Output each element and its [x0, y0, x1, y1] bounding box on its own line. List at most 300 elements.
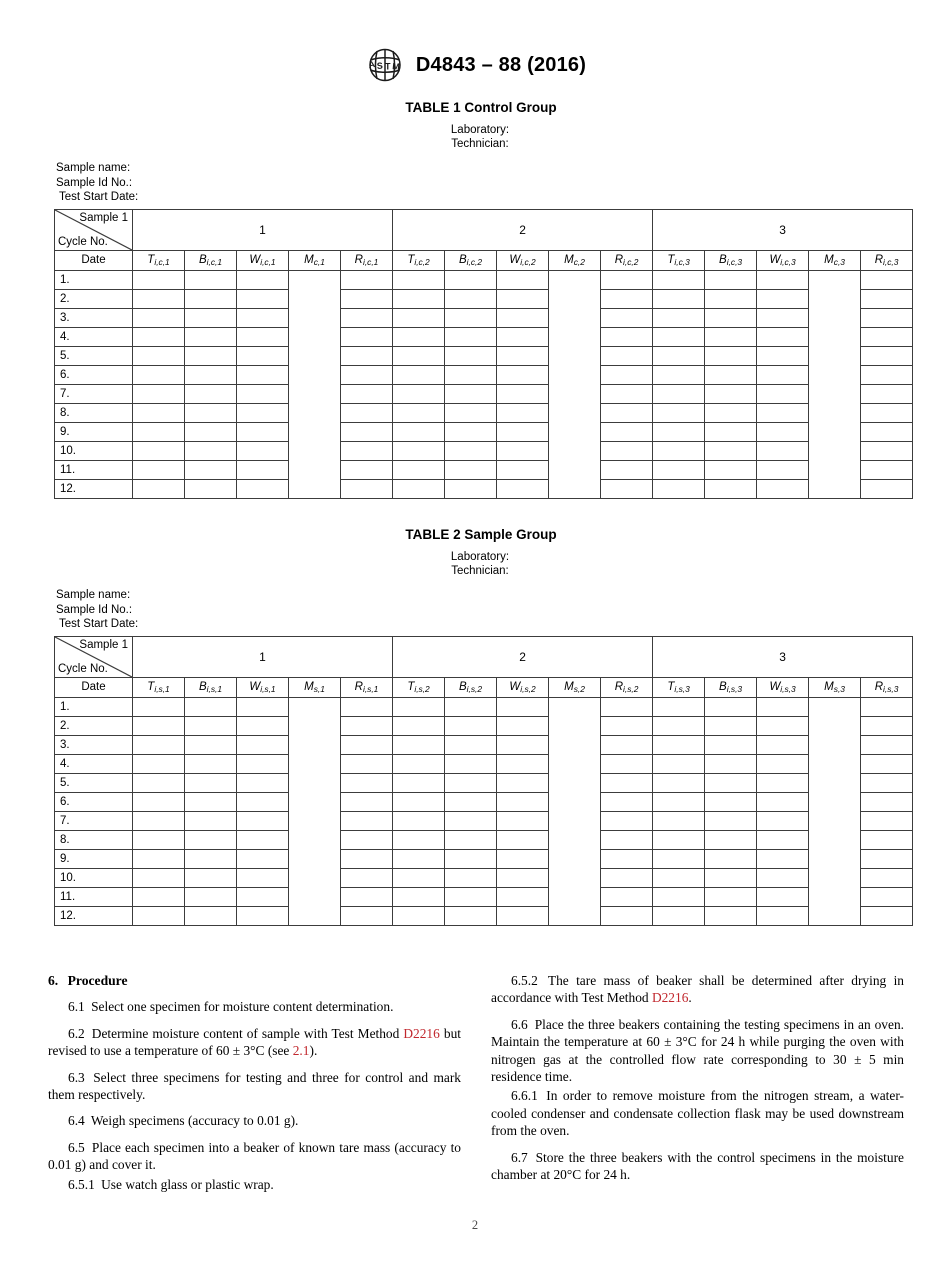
table-cell[interactable] [653, 773, 705, 792]
table-cell[interactable] [133, 346, 185, 365]
table-cell[interactable] [341, 716, 393, 735]
table-cell[interactable] [757, 479, 809, 498]
table-cell[interactable] [133, 716, 185, 735]
table-cell[interactable] [185, 403, 237, 422]
table-cell[interactable] [393, 716, 445, 735]
table-cell[interactable] [393, 773, 445, 792]
table-cell[interactable] [445, 270, 497, 289]
table-2-merged-mass-cell[interactable] [289, 697, 341, 925]
table-1-merged-mass-cell[interactable] [809, 270, 861, 498]
table-cell[interactable] [757, 460, 809, 479]
table-cell[interactable] [185, 735, 237, 754]
table-cell[interactable] [237, 441, 289, 460]
table-cell[interactable] [497, 270, 549, 289]
table-cell[interactable] [601, 460, 653, 479]
table-cell[interactable] [393, 849, 445, 868]
table-cell[interactable] [757, 906, 809, 925]
table-cell[interactable] [757, 403, 809, 422]
table-cell[interactable] [497, 811, 549, 830]
table-cell[interactable] [653, 811, 705, 830]
table-cell[interactable] [341, 270, 393, 289]
table-cell[interactable] [861, 327, 913, 346]
table-cell[interactable] [133, 384, 185, 403]
table-cell[interactable] [445, 403, 497, 422]
table-cell[interactable] [445, 327, 497, 346]
table-cell[interactable] [341, 887, 393, 906]
table-cell[interactable] [393, 365, 445, 384]
table-cell[interactable] [601, 441, 653, 460]
table-cell[interactable] [393, 754, 445, 773]
table-cell[interactable] [445, 811, 497, 830]
table-cell[interactable] [445, 384, 497, 403]
table-2-merged-mass-cell[interactable] [549, 697, 601, 925]
table-cell[interactable] [705, 403, 757, 422]
table-cell[interactable] [497, 289, 549, 308]
table-cell[interactable] [185, 308, 237, 327]
table-cell[interactable] [705, 849, 757, 868]
table-row [55, 289, 913, 308]
table-cell[interactable] [133, 289, 185, 308]
table-cell[interactable] [601, 289, 653, 308]
table-cell[interactable] [601, 403, 653, 422]
table-cell[interactable] [757, 811, 809, 830]
table-cell[interactable] [133, 365, 185, 384]
table-cell[interactable] [237, 906, 289, 925]
table-cell[interactable] [705, 365, 757, 384]
table-cell[interactable] [445, 735, 497, 754]
table-cell[interactable] [185, 479, 237, 498]
table-cell[interactable] [185, 270, 237, 289]
table-cell[interactable] [757, 716, 809, 735]
table-cell[interactable] [653, 697, 705, 716]
table-cell[interactable] [601, 365, 653, 384]
table-cell[interactable] [861, 308, 913, 327]
table-cell[interactable] [705, 460, 757, 479]
table-cell[interactable] [393, 735, 445, 754]
table-cell[interactable] [497, 441, 549, 460]
table-cell[interactable] [133, 868, 185, 887]
table-cell[interactable] [341, 773, 393, 792]
table-cell[interactable] [237, 327, 289, 346]
table-cell[interactable] [445, 289, 497, 308]
table-cell[interactable] [653, 479, 705, 498]
table-cell[interactable] [393, 327, 445, 346]
table-cell[interactable] [133, 773, 185, 792]
table-cell[interactable] [861, 716, 913, 735]
table-cell[interactable] [705, 735, 757, 754]
table-cell[interactable] [497, 773, 549, 792]
table-cell[interactable] [393, 441, 445, 460]
table-cell[interactable] [445, 830, 497, 849]
table-cell[interactable] [757, 365, 809, 384]
table-cell[interactable] [653, 754, 705, 773]
table-1-merged-mass-cell[interactable] [549, 270, 601, 498]
table-cell[interactable] [497, 906, 549, 925]
table-cell[interactable] [601, 479, 653, 498]
table-cell[interactable] [861, 441, 913, 460]
table-cell[interactable] [601, 754, 653, 773]
table-cell[interactable] [705, 830, 757, 849]
table-cell[interactable] [601, 346, 653, 365]
table-cell[interactable] [133, 697, 185, 716]
table-cell[interactable] [601, 773, 653, 792]
table-cell[interactable] [497, 697, 549, 716]
table-cell[interactable] [133, 441, 185, 460]
table-cell[interactable] [861, 289, 913, 308]
table-cell[interactable] [705, 716, 757, 735]
table-cell[interactable] [393, 289, 445, 308]
table-cell[interactable] [393, 887, 445, 906]
table-cell[interactable] [861, 479, 913, 498]
table-cell[interactable] [653, 441, 705, 460]
table-cell[interactable] [653, 887, 705, 906]
table-cell[interactable] [497, 308, 549, 327]
table-cell[interactable] [185, 868, 237, 887]
table-cell[interactable] [705, 697, 757, 716]
cross-reference-link[interactable]: D2216 [651, 990, 689, 1006]
table-cell[interactable] [757, 887, 809, 906]
table-cell[interactable] [237, 422, 289, 441]
table-cell[interactable] [237, 479, 289, 498]
table-cell[interactable] [445, 716, 497, 735]
table-cell[interactable] [393, 403, 445, 422]
table-cell[interactable] [497, 384, 549, 403]
table-cell[interactable] [653, 735, 705, 754]
table-cell[interactable] [237, 830, 289, 849]
table-cell[interactable] [601, 697, 653, 716]
table-cell[interactable] [497, 849, 549, 868]
table-cell[interactable] [861, 384, 913, 403]
table-cell[interactable] [341, 422, 393, 441]
table-cell[interactable] [757, 868, 809, 887]
table-cell[interactable] [757, 422, 809, 441]
table-cell[interactable] [237, 716, 289, 735]
table-cell[interactable] [653, 270, 705, 289]
table-cell[interactable] [497, 422, 549, 441]
table-cell[interactable] [133, 403, 185, 422]
table-cell[interactable] [185, 887, 237, 906]
corner-cycle-label: Cycle No. [58, 662, 108, 675]
table-cell[interactable] [185, 422, 237, 441]
table-cell[interactable] [757, 289, 809, 308]
table-cell[interactable] [185, 754, 237, 773]
table-cell[interactable] [185, 697, 237, 716]
table-cell[interactable] [185, 906, 237, 925]
table-cell[interactable] [185, 792, 237, 811]
table-cell[interactable] [497, 346, 549, 365]
table-cell[interactable] [185, 441, 237, 460]
table-cell[interactable] [653, 422, 705, 441]
table-cell[interactable] [185, 460, 237, 479]
table-cell[interactable] [341, 441, 393, 460]
table-cell[interactable] [445, 460, 497, 479]
table-cell[interactable] [445, 365, 497, 384]
table-cell[interactable] [341, 308, 393, 327]
table-cell[interactable] [445, 479, 497, 498]
table-cell[interactable] [653, 346, 705, 365]
table-cell[interactable] [341, 697, 393, 716]
table-cell[interactable] [705, 479, 757, 498]
table-cell[interactable] [601, 327, 653, 346]
table-cell[interactable] [237, 792, 289, 811]
table-cell[interactable] [133, 792, 185, 811]
table-cell[interactable] [757, 754, 809, 773]
table-cell[interactable] [341, 346, 393, 365]
table-cell[interactable] [601, 308, 653, 327]
table-cell[interactable] [757, 773, 809, 792]
table-cell[interactable] [705, 773, 757, 792]
table-cell[interactable] [341, 460, 393, 479]
table-cell[interactable] [133, 735, 185, 754]
table-cell[interactable] [393, 460, 445, 479]
table-cell[interactable] [445, 441, 497, 460]
table-cell[interactable] [133, 849, 185, 868]
table-cell[interactable] [653, 906, 705, 925]
table-cell[interactable] [861, 849, 913, 868]
table-cell[interactable] [341, 479, 393, 498]
table-cell[interactable] [653, 830, 705, 849]
table-cell[interactable] [341, 735, 393, 754]
table-cell[interactable] [705, 422, 757, 441]
table-cell[interactable] [445, 887, 497, 906]
table-cell[interactable] [133, 479, 185, 498]
table-cell[interactable] [705, 384, 757, 403]
table-cell[interactable] [601, 887, 653, 906]
table-cell[interactable] [185, 365, 237, 384]
table-cell[interactable] [445, 697, 497, 716]
table-cell[interactable] [861, 735, 913, 754]
table-cell[interactable] [341, 906, 393, 925]
table-cell[interactable] [705, 270, 757, 289]
table-cell[interactable] [445, 773, 497, 792]
table-cell[interactable] [133, 422, 185, 441]
table-cell[interactable] [601, 792, 653, 811]
table-cell[interactable] [757, 308, 809, 327]
table-cell[interactable] [341, 289, 393, 308]
table-cell[interactable] [757, 697, 809, 716]
table-cell[interactable] [237, 460, 289, 479]
table-cell[interactable] [393, 868, 445, 887]
table-cell[interactable] [861, 460, 913, 479]
table-cell[interactable] [757, 735, 809, 754]
table-cell[interactable] [393, 811, 445, 830]
table-cell[interactable] [497, 460, 549, 479]
table-cell[interactable] [237, 270, 289, 289]
table-cell[interactable] [705, 868, 757, 887]
table-cell[interactable] [705, 441, 757, 460]
table-cell[interactable] [237, 384, 289, 403]
table-cell[interactable] [497, 735, 549, 754]
table-cell[interactable] [445, 792, 497, 811]
table-cell[interactable] [653, 289, 705, 308]
table-cell[interactable] [861, 346, 913, 365]
table-cell[interactable] [237, 887, 289, 906]
table-cell[interactable] [757, 270, 809, 289]
table-cell[interactable] [497, 887, 549, 906]
table-cell[interactable] [861, 906, 913, 925]
table-cell[interactable] [757, 441, 809, 460]
table-2-merged-mass-cell[interactable] [809, 697, 861, 925]
table-cell[interactable] [601, 735, 653, 754]
table-cell[interactable] [341, 327, 393, 346]
table-cell[interactable] [445, 868, 497, 887]
table-cell[interactable] [341, 811, 393, 830]
table-cell[interactable] [445, 308, 497, 327]
table-cell[interactable] [497, 479, 549, 498]
table-cell[interactable] [341, 365, 393, 384]
table-cell[interactable] [393, 830, 445, 849]
paragraph-text: Select one specimen for moisture content determination. [91, 999, 394, 1015]
table-cell[interactable] [133, 754, 185, 773]
table-cell[interactable] [497, 868, 549, 887]
table-cell[interactable] [393, 384, 445, 403]
table-cell[interactable] [185, 384, 237, 403]
table-cell[interactable] [601, 716, 653, 735]
table-cell[interactable] [445, 906, 497, 925]
table-cell[interactable] [341, 754, 393, 773]
table-cell[interactable] [237, 849, 289, 868]
table-cell[interactable] [705, 887, 757, 906]
table-cell[interactable] [861, 365, 913, 384]
table-cell[interactable] [757, 849, 809, 868]
table-cell[interactable] [601, 422, 653, 441]
table-cell[interactable] [861, 754, 913, 773]
table-cell[interactable] [133, 308, 185, 327]
table-cell[interactable] [497, 327, 549, 346]
table-cell[interactable] [705, 308, 757, 327]
table-cell[interactable] [861, 422, 913, 441]
table-cell[interactable] [497, 754, 549, 773]
table-cell[interactable] [705, 811, 757, 830]
table-cell[interactable] [861, 792, 913, 811]
table-cell[interactable] [445, 422, 497, 441]
table-cell[interactable] [341, 830, 393, 849]
table-cell[interactable] [757, 384, 809, 403]
table-cell[interactable] [861, 697, 913, 716]
table-cell[interactable] [601, 384, 653, 403]
table-cell[interactable] [601, 811, 653, 830]
table-cell[interactable] [861, 270, 913, 289]
table-cell[interactable] [393, 422, 445, 441]
table-cell[interactable] [237, 697, 289, 716]
table-cell[interactable] [237, 773, 289, 792]
table-cell[interactable] [341, 849, 393, 868]
table-cell[interactable] [133, 811, 185, 830]
table-cell[interactable] [341, 403, 393, 422]
table-cell[interactable] [497, 403, 549, 422]
table-cell[interactable] [705, 346, 757, 365]
table-cell[interactable] [653, 868, 705, 887]
table-cell[interactable] [133, 887, 185, 906]
table-cell[interactable] [653, 792, 705, 811]
table-cell[interactable] [393, 479, 445, 498]
table-cell[interactable] [133, 460, 185, 479]
table-cell[interactable] [185, 346, 237, 365]
table-cell[interactable] [185, 811, 237, 830]
table-cell[interactable] [601, 830, 653, 849]
table-cell[interactable] [185, 849, 237, 868]
table-cell[interactable] [601, 868, 653, 887]
table-cell[interactable] [133, 906, 185, 925]
table-cell[interactable] [341, 384, 393, 403]
table-cell[interactable] [133, 830, 185, 849]
table-cell[interactable] [237, 868, 289, 887]
table-cell[interactable] [653, 365, 705, 384]
table-cell[interactable] [705, 792, 757, 811]
table-cell[interactable] [341, 792, 393, 811]
table-cell[interactable] [393, 346, 445, 365]
table-cell[interactable] [237, 308, 289, 327]
table-cell[interactable] [237, 811, 289, 830]
table-cell[interactable] [393, 792, 445, 811]
table-cell[interactable] [601, 849, 653, 868]
table-cell[interactable] [653, 308, 705, 327]
table-cell[interactable] [237, 735, 289, 754]
table-cell[interactable] [653, 403, 705, 422]
table-cell[interactable] [861, 887, 913, 906]
table-cell[interactable] [757, 346, 809, 365]
table-cell[interactable] [653, 327, 705, 346]
table-cell[interactable] [757, 830, 809, 849]
table-cell[interactable] [861, 773, 913, 792]
table-cell[interactable] [497, 716, 549, 735]
table-cell[interactable] [445, 346, 497, 365]
table-cell[interactable] [653, 849, 705, 868]
table-cell[interactable] [393, 906, 445, 925]
table-cell[interactable] [861, 811, 913, 830]
table-cell[interactable] [185, 830, 237, 849]
table-cell[interactable] [653, 460, 705, 479]
table-cell[interactable] [237, 346, 289, 365]
cross-reference-link[interactable]: 2.1 [292, 1043, 310, 1059]
table-cell[interactable] [757, 792, 809, 811]
table-cell[interactable] [341, 868, 393, 887]
table-cell[interactable] [133, 327, 185, 346]
cross-reference-link[interactable]: D2216 [403, 1025, 440, 1041]
table-1-merged-mass-cell[interactable] [289, 270, 341, 498]
table-cell[interactable] [185, 716, 237, 735]
table-cell[interactable] [133, 270, 185, 289]
table-cell[interactable] [237, 365, 289, 384]
table-cell[interactable] [237, 403, 289, 422]
table-cell[interactable] [601, 270, 653, 289]
table-cell[interactable] [393, 270, 445, 289]
table-cell[interactable] [445, 754, 497, 773]
table-cell[interactable] [861, 868, 913, 887]
table-cell[interactable] [185, 773, 237, 792]
table-cell[interactable] [445, 849, 497, 868]
table-cell[interactable] [237, 754, 289, 773]
table-cell[interactable] [757, 327, 809, 346]
table-cell[interactable] [705, 906, 757, 925]
table-cell[interactable] [497, 792, 549, 811]
table-cell[interactable] [393, 697, 445, 716]
table-cell[interactable] [861, 830, 913, 849]
table-cell[interactable] [653, 384, 705, 403]
table-cell[interactable] [497, 830, 549, 849]
table-cell[interactable] [861, 403, 913, 422]
table-cell[interactable] [653, 716, 705, 735]
table-cell[interactable] [705, 327, 757, 346]
table-cell[interactable] [185, 289, 237, 308]
table-cell[interactable] [705, 754, 757, 773]
table-cell[interactable] [237, 289, 289, 308]
table-cell[interactable] [393, 308, 445, 327]
table-cell[interactable] [497, 365, 549, 384]
table-cell[interactable] [601, 906, 653, 925]
table-cell[interactable] [705, 289, 757, 308]
table-cell[interactable] [185, 327, 237, 346]
